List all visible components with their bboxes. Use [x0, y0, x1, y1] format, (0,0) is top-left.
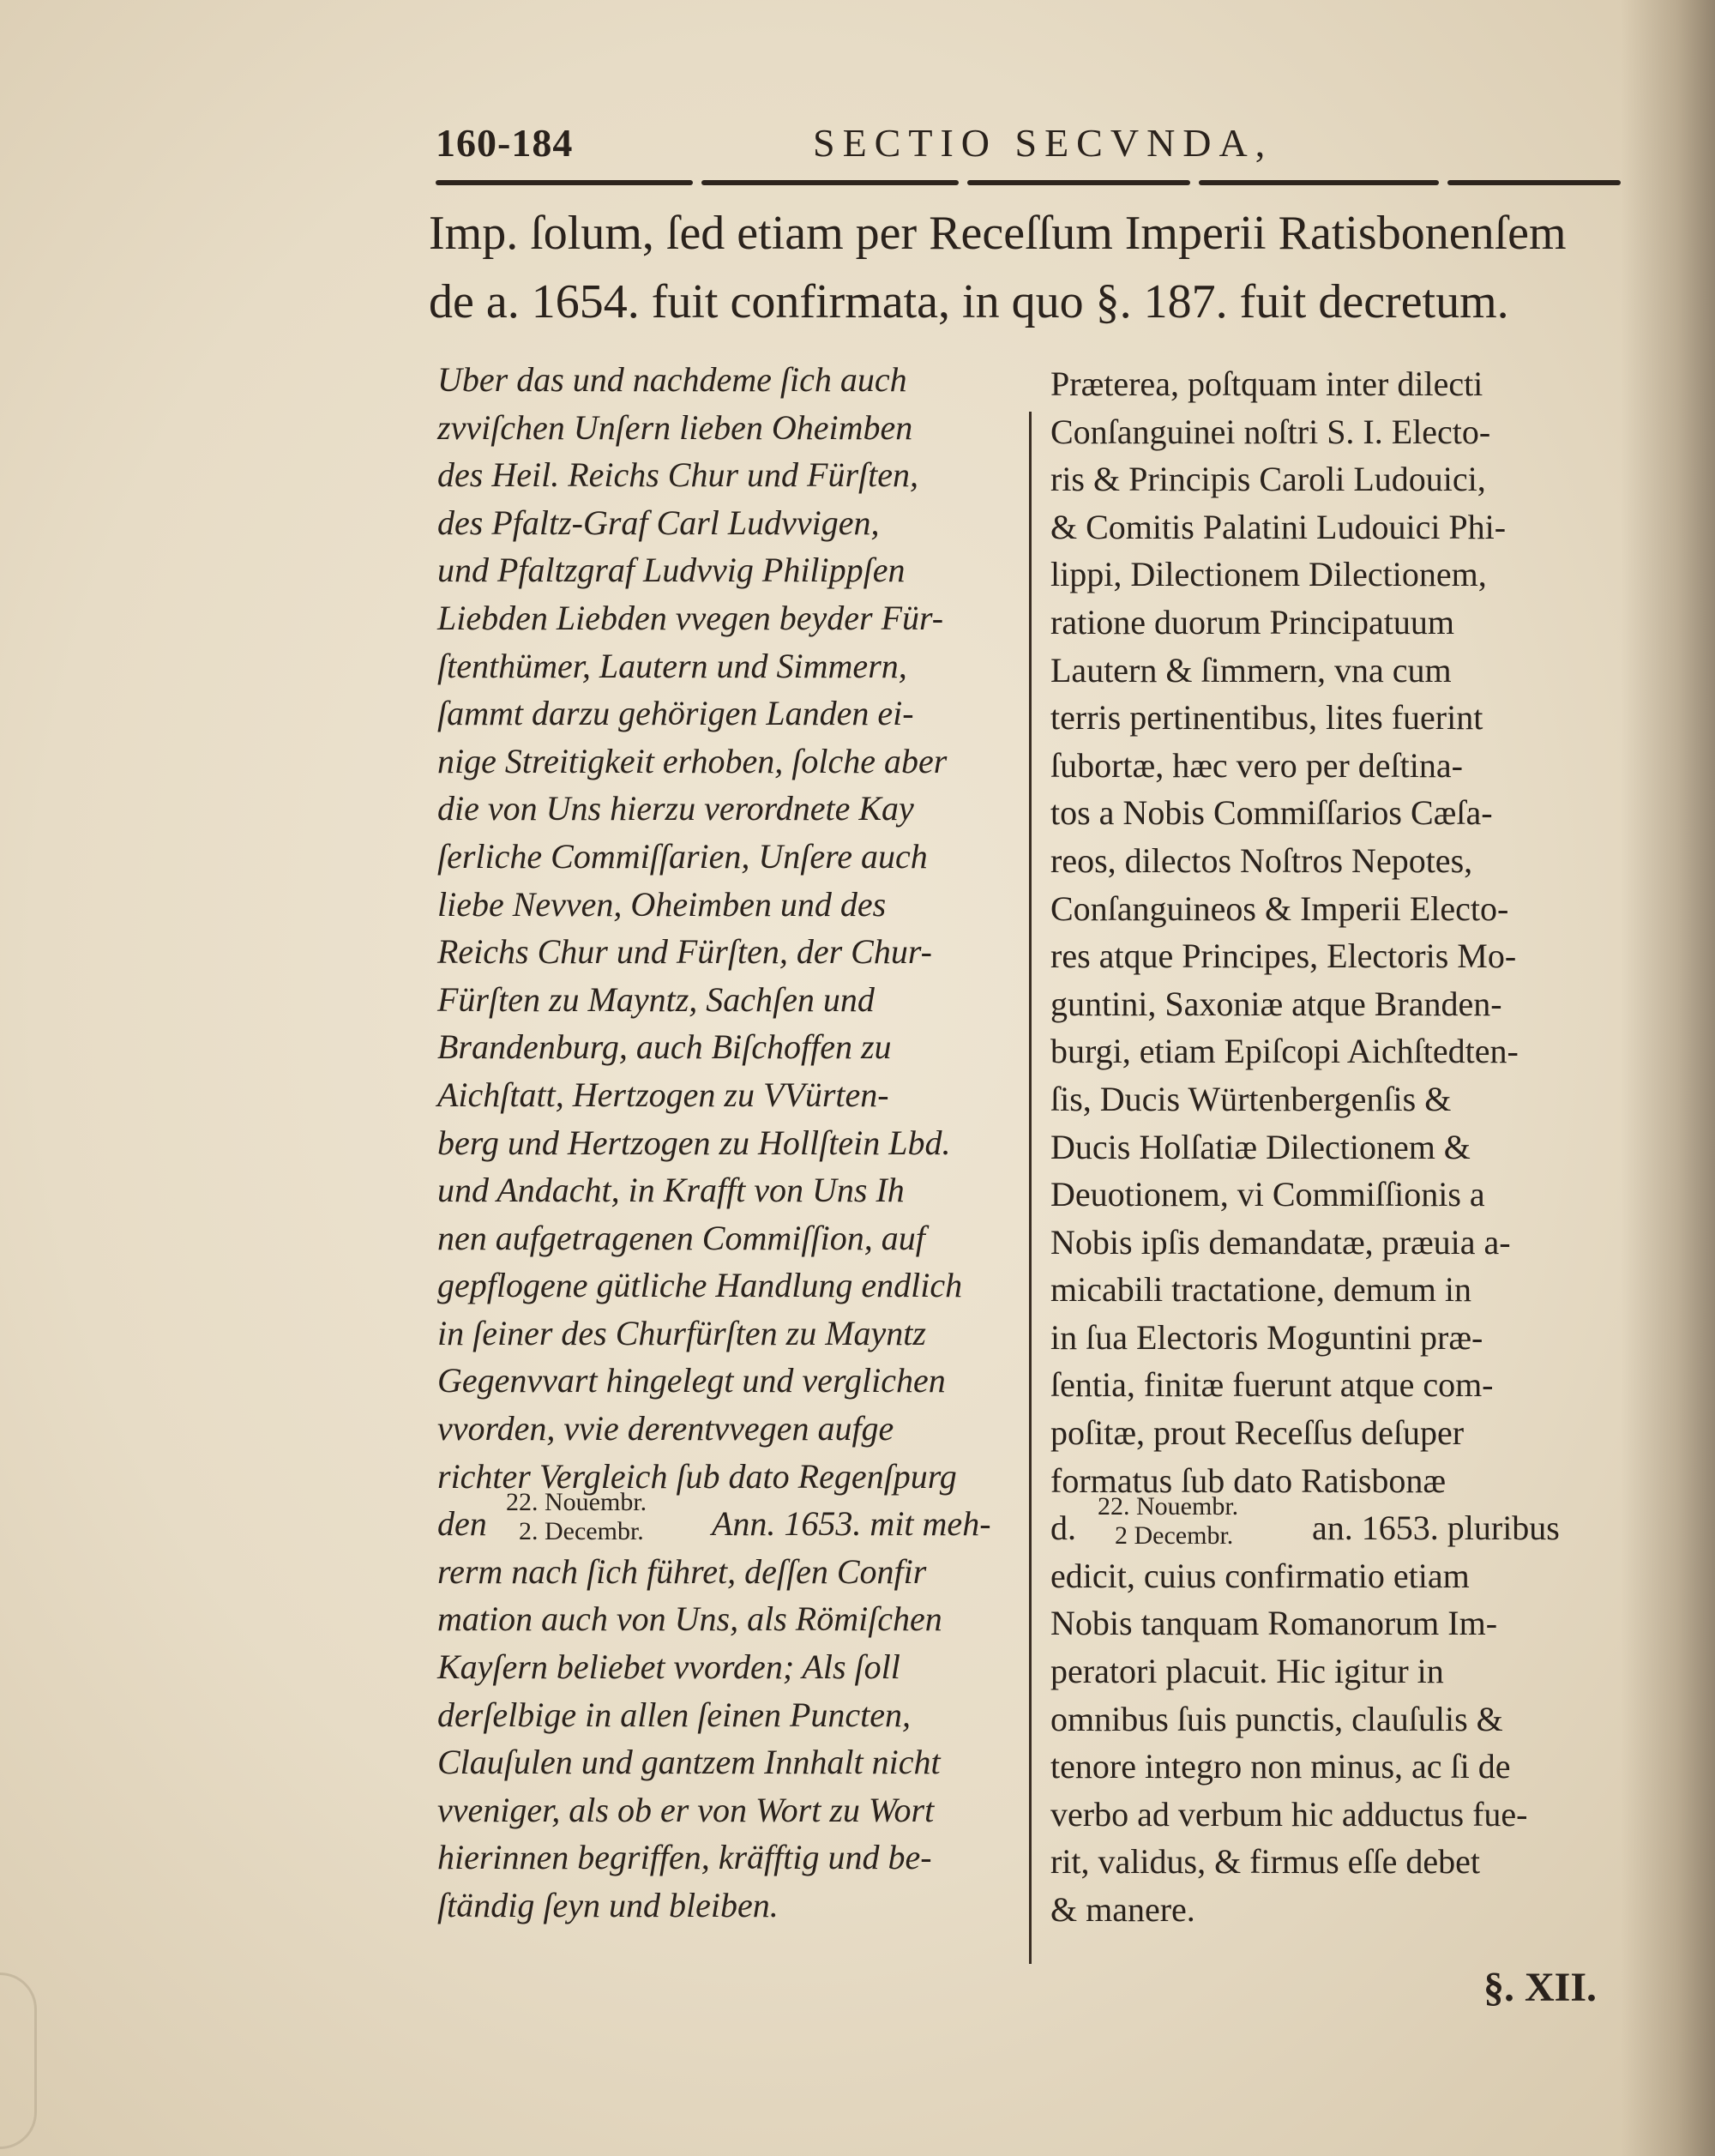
- german-line: Clauſulen und gantzem Innhalt nicht: [437, 1743, 941, 1782]
- german-line: ſammt darzu gehörigen Landen ei-: [437, 694, 914, 733]
- german-line: zvviſchen Unſern lieben Oheimben: [437, 407, 913, 447]
- latin-line: poſitæ, prout Receſſus deſuper: [1050, 1413, 1465, 1453]
- german-line: gepflogene gütliche Handlung endlich: [437, 1266, 963, 1305]
- german-date-lead: den: [437, 1504, 487, 1544]
- intro-line: de a. 1654. fuit confirmata, in quo §. 187. fuit decretum.: [429, 275, 1509, 328]
- latin-line: reos, dilectos Noſtros Nepotes,: [1050, 840, 1473, 880]
- german-date-line: [437, 1488, 1025, 1548]
- page-number: 160-184: [436, 121, 574, 165]
- german-line: Liebden Liebden vvegen beyder Für-: [437, 598, 944, 637]
- rule-segment: [701, 180, 959, 185]
- latin-line: edicit, cuius confirmatio etiam: [1050, 1556, 1470, 1595]
- rule-segment: [1447, 180, 1621, 185]
- rule-segment: [436, 180, 693, 185]
- latin-line: burgi, etiam Epiſcopi Aichſtedten-: [1050, 1032, 1519, 1071]
- catchword: §. XII.: [1483, 1965, 1598, 2010]
- intro-line: Imp. ſolum, ſed etiam per Receſſum Imperii Ratisbonenſem: [429, 207, 1567, 260]
- latin-date-rest: an. 1653. pluribus: [1312, 1509, 1560, 1548]
- german-line: mation auch von Uns, als Römiſchen: [437, 1599, 942, 1639]
- german-line: Kayſern beliebet vvorden; Als ſoll: [437, 1647, 900, 1687]
- german-line: richter Vergleich ſub dato Regenſpurg: [437, 1456, 957, 1496]
- german-line: des Heil. Reichs Chur und Fürſten,: [437, 455, 919, 495]
- german-line: vvorden, vvie derentvvegen aufge: [437, 1409, 894, 1448]
- german-line: Aichſtatt, Hertzogen zu VVürten-: [437, 1075, 889, 1114]
- german-column: [437, 356, 1025, 1930]
- latin-line: Lautern & ſimmern, vna cum: [1050, 650, 1452, 690]
- latin-line: in ſua Electoris Moguntini præ-: [1050, 1317, 1483, 1357]
- latin-line: verbo ad verbum hic adductus fue-: [1050, 1794, 1528, 1834]
- latin-date-bottom: 2 Decembr.: [1115, 1521, 1234, 1551]
- running-title: SECTIO SECVNDA,: [813, 121, 1273, 165]
- latin-line: ſubortæ, hæc vero per deſtina-: [1050, 745, 1463, 785]
- latin-line: ſis, Ducis Würtenbergenſis &: [1050, 1079, 1452, 1118]
- german-line: liebe Nevven, Oheimben und des: [437, 884, 887, 924]
- latin-column: [1050, 360, 1625, 1934]
- latin-line: ſentia, finitæ fuerunt atque com-: [1050, 1365, 1494, 1405]
- german-line: und Pfaltzgraf Ludvvig Philippſen: [437, 551, 906, 590]
- german-line: ſerliche Commiſſarien, Unſere auch: [437, 836, 928, 876]
- german-date-rest: Ann. 1653. mit meh-: [712, 1504, 991, 1544]
- latin-line: Nobis ipſis demandatæ, præuia a-: [1050, 1222, 1511, 1262]
- german-line: derſelbige in allen ſeinen Puncten,: [437, 1695, 912, 1734]
- latin-line: tenore integro non minus, ac ſi de: [1050, 1747, 1511, 1786]
- latin-line: Nobis tanquam Romanorum Im-: [1050, 1604, 1498, 1643]
- latin-line: omnibus ſuis punctis, clauſulis &: [1050, 1699, 1503, 1738]
- german-line: in ſeiner des Churfürſten zu Mayntz: [437, 1313, 926, 1352]
- german-line: des Pfaltz-Graf Carl Ludvvigen,: [437, 503, 880, 542]
- german-line: vveniger, als ob er von Wort zu Wort: [437, 1790, 935, 1829]
- german-line: nige Streitigkeit erhoben, ſolche aber: [437, 741, 948, 780]
- german-line: Uber das und nachdeme ſich auch: [437, 360, 907, 399]
- german-line: die von Uns hierzu verordnete Kay: [437, 789, 914, 828]
- german-line: Reichs Chur und Fürſten, der Chur-: [437, 932, 932, 972]
- gutter-shadow: [1621, 0, 1715, 2156]
- rule-segment: [967, 180, 1190, 185]
- running-header: [436, 120, 1621, 172]
- german-line: hierinnen begriffen, kräfftig und be-: [437, 1838, 932, 1877]
- german-line: nen aufgetragenen Commiſſion, auf: [437, 1218, 925, 1257]
- latin-line: tos a Nobis Commiſſarios Cæſa-: [1050, 793, 1493, 833]
- latin-line: & Comitis Palatini Ludouici Phi-: [1050, 507, 1507, 546]
- column-divider: [1029, 412, 1032, 1964]
- latin-date-top: 22. Nouembr.: [1098, 1492, 1239, 1521]
- german-line: Fürſten zu Mayntz, Sachſen und: [437, 979, 875, 1019]
- latin-line: Conſanguinei noſtri S. I. Electo-: [1050, 412, 1491, 451]
- german-line: Gegenvvart hingelegt und verglichen: [437, 1361, 946, 1400]
- german-date-bottom: 2. Decembr.: [519, 1517, 644, 1546]
- header-rule: [436, 180, 1621, 187]
- page-edge-decoration: [0, 1972, 37, 2149]
- german-date-top: 22. Nouembr.: [506, 1488, 647, 1517]
- latin-date-lead: d.: [1050, 1509, 1076, 1548]
- latin-line: terris pertinentibus, lites fuerint: [1050, 698, 1483, 738]
- german-line: Brandenburg, auch Biſchoffen zu: [437, 1027, 892, 1067]
- german-line: ſtenthümer, Lautern und Simmern,: [437, 646, 907, 685]
- latin-line: micabili tractatione, demum in: [1050, 1270, 1471, 1310]
- german-line: und Andacht, in Krafft von Uns Ih: [437, 1171, 905, 1210]
- latin-line: Deuotionem, vi Commiſſionis a: [1050, 1175, 1485, 1214]
- german-line: ſtändig ſeyn und bleiben.: [437, 1886, 779, 1924]
- latin-date-line: [1050, 1492, 1625, 1552]
- latin-line: ris & Principis Caroli Ludouici,: [1050, 460, 1486, 499]
- latin-line: Ducis Holſatiæ Dilectionem &: [1050, 1127, 1471, 1166]
- latin-line: ratione duorum Principatuum: [1050, 602, 1455, 641]
- german-line: rerm nach ſich führet, deſſen Confir: [437, 1551, 927, 1591]
- latin-line: Conſanguineos & Imperii Electo-: [1050, 888, 1509, 928]
- latin-line: peratori placuit. Hic igitur in: [1050, 1652, 1444, 1691]
- latin-line: formatus ſub dato Ratisbonæ: [1050, 1460, 1447, 1500]
- latin-line: rit, validus, & firmus eſſe debet: [1050, 1842, 1480, 1882]
- latin-line: res atque Principes, Electoris Mo-: [1050, 936, 1517, 976]
- intro-paragraph: [429, 199, 1629, 336]
- latin-line: guntini, Saxoniæ atque Branden-: [1050, 984, 1502, 1023]
- rule-segment: [1199, 180, 1439, 185]
- latin-line: lippi, Dilectionem Dilectionem,: [1050, 555, 1487, 594]
- latin-line: & manere.: [1050, 1890, 1195, 1929]
- german-line: berg und Hertzogen zu Hollſtein Lbd.: [437, 1123, 951, 1162]
- latin-line: Præterea, poſtquam inter dilecti: [1050, 364, 1483, 403]
